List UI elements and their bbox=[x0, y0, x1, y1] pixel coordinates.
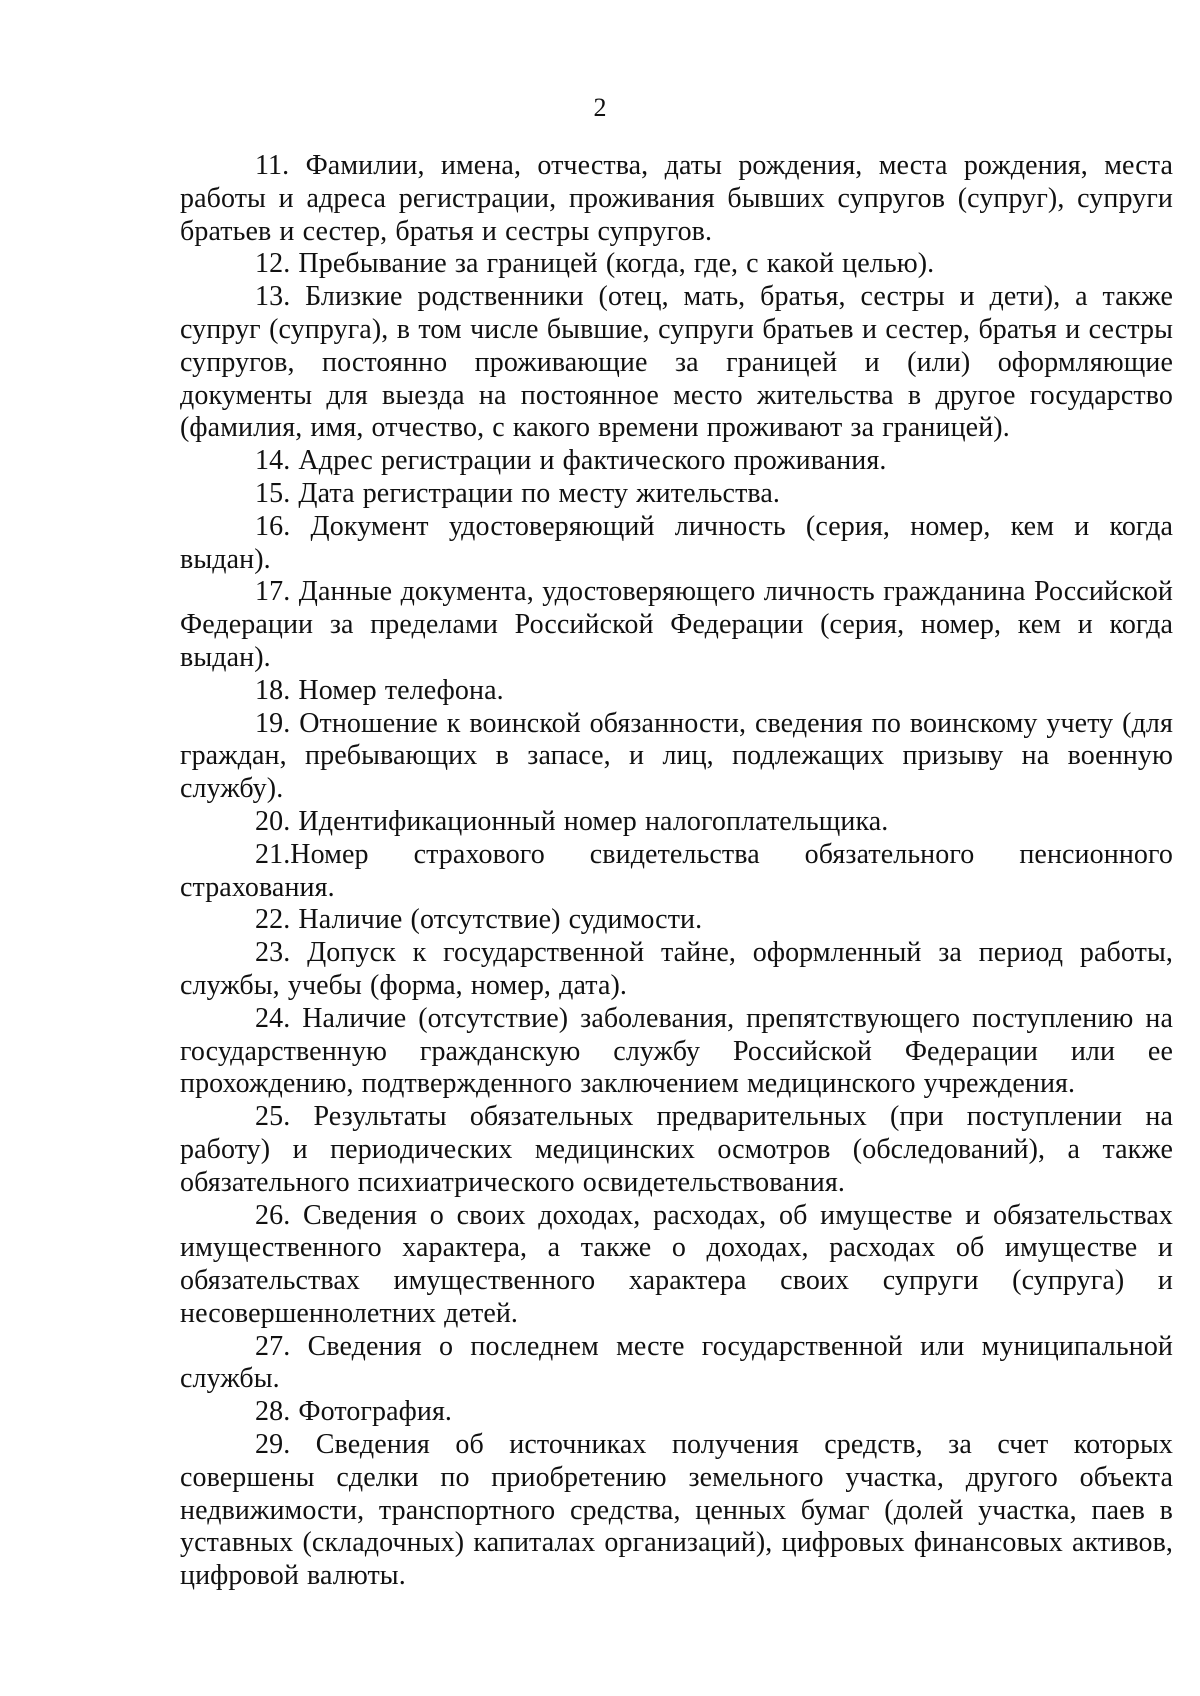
list-item-13: 13. Близкие родственники (отец, мать, братья, сестры и дети), а также супруг (супруга), в том числе бывшие, супруги братьев и сестер, братья и сестры супругов, постоянно проживающие за границей и (или) оформляющие документы для выезда на постоянное место жительства в другое государство (фамилия, имя, отчество, с какого времени проживают за границей). bbox=[180, 281, 1173, 444]
list-item-14: 14. Адрес регистрации и фактического проживания. bbox=[255, 445, 887, 477]
list-item-18: 18. Номер телефона. bbox=[255, 674, 504, 706]
list-item-17: 17. Данные документа, удостоверяющего личность гражданина Российской Федерации за пределами Российской Федерации (серия, номер, кем и когда выдан). bbox=[180, 576, 1173, 673]
list-item-23: 23. Допуск к государственной тайне, оформленный за период работы, службы, учебы (форма, номер, дата). bbox=[180, 937, 1173, 1001]
list-item-28: 28. Фотография. bbox=[255, 1396, 453, 1428]
list-item-25: 25. Результаты обязательных предварительных (при поступлении на работу) и периодических медицинских осмотров (обследований), а также обязательного психиатрического освидетельствования. bbox=[180, 1101, 1173, 1198]
list-item-15: 15. Дата регистрации по месту жительства. bbox=[255, 477, 780, 509]
document-body bbox=[180, 150, 1173, 1593]
list-item-27: 27. Сведения о последнем месте государственной или муниципальной службы. bbox=[180, 1330, 1173, 1395]
list-item-21: 21.Номер страхового свидетельства обязательного пенсионного страхования. bbox=[180, 838, 1173, 903]
list-item-12: 12. Пребывание за границей (когда, где, с какой целью). bbox=[255, 248, 935, 280]
list-item-29: 29. Сведения об источниках получения средств, за счет которых совершены сделки по приобретению земельного участка, другого объекта недвижимости, транспортного средства, ценных бумаг (долей участка, паев в уставных (складочных) капиталах организаций), цифровых финансовых активов, цифровой валюты. bbox=[180, 1429, 1173, 1592]
list-item-16: 16. Документ удостоверяющий личность (серия, номер, кем и когда выдан). bbox=[180, 510, 1173, 575]
list-item-24: 24. Наличие (отсутствие) заболевания, препятствующего поступлению на государственную гражданскую службу Российской Федерации или ее прохождению, подтвержденного заключением медицинского учреждения. bbox=[180, 1002, 1173, 1100]
list-item-26: 26. Сведения о своих доходах, расходах, об имуществе и обязательствах имущественного характера, а также о доходах, расходах об имуществе и обязательствах имущественного характера своих супруги (супруга) и несовершеннолетних детей. bbox=[180, 1199, 1173, 1329]
list-item-20: 20. Идентификационный номер налогоплательщика. bbox=[255, 805, 889, 837]
list-item-11: 11. Фамилии, имена, отчества, даты рождения, места рождения, места работы и адреса регистрации, проживания бывших супругов (супруг), супруги братьев и сестер, братья и сестры супругов. bbox=[180, 150, 1173, 247]
list-item-19: 19. Отношение к воинской обязанности, сведения по воинскому учету (для граждан, пребывающих в запасе, и лиц, подлежащих призыву на военную службу). bbox=[180, 707, 1173, 805]
page-number: 2 bbox=[593, 93, 607, 122]
list-item-22: 22. Наличие (отсутствие) судимости. bbox=[255, 904, 703, 936]
